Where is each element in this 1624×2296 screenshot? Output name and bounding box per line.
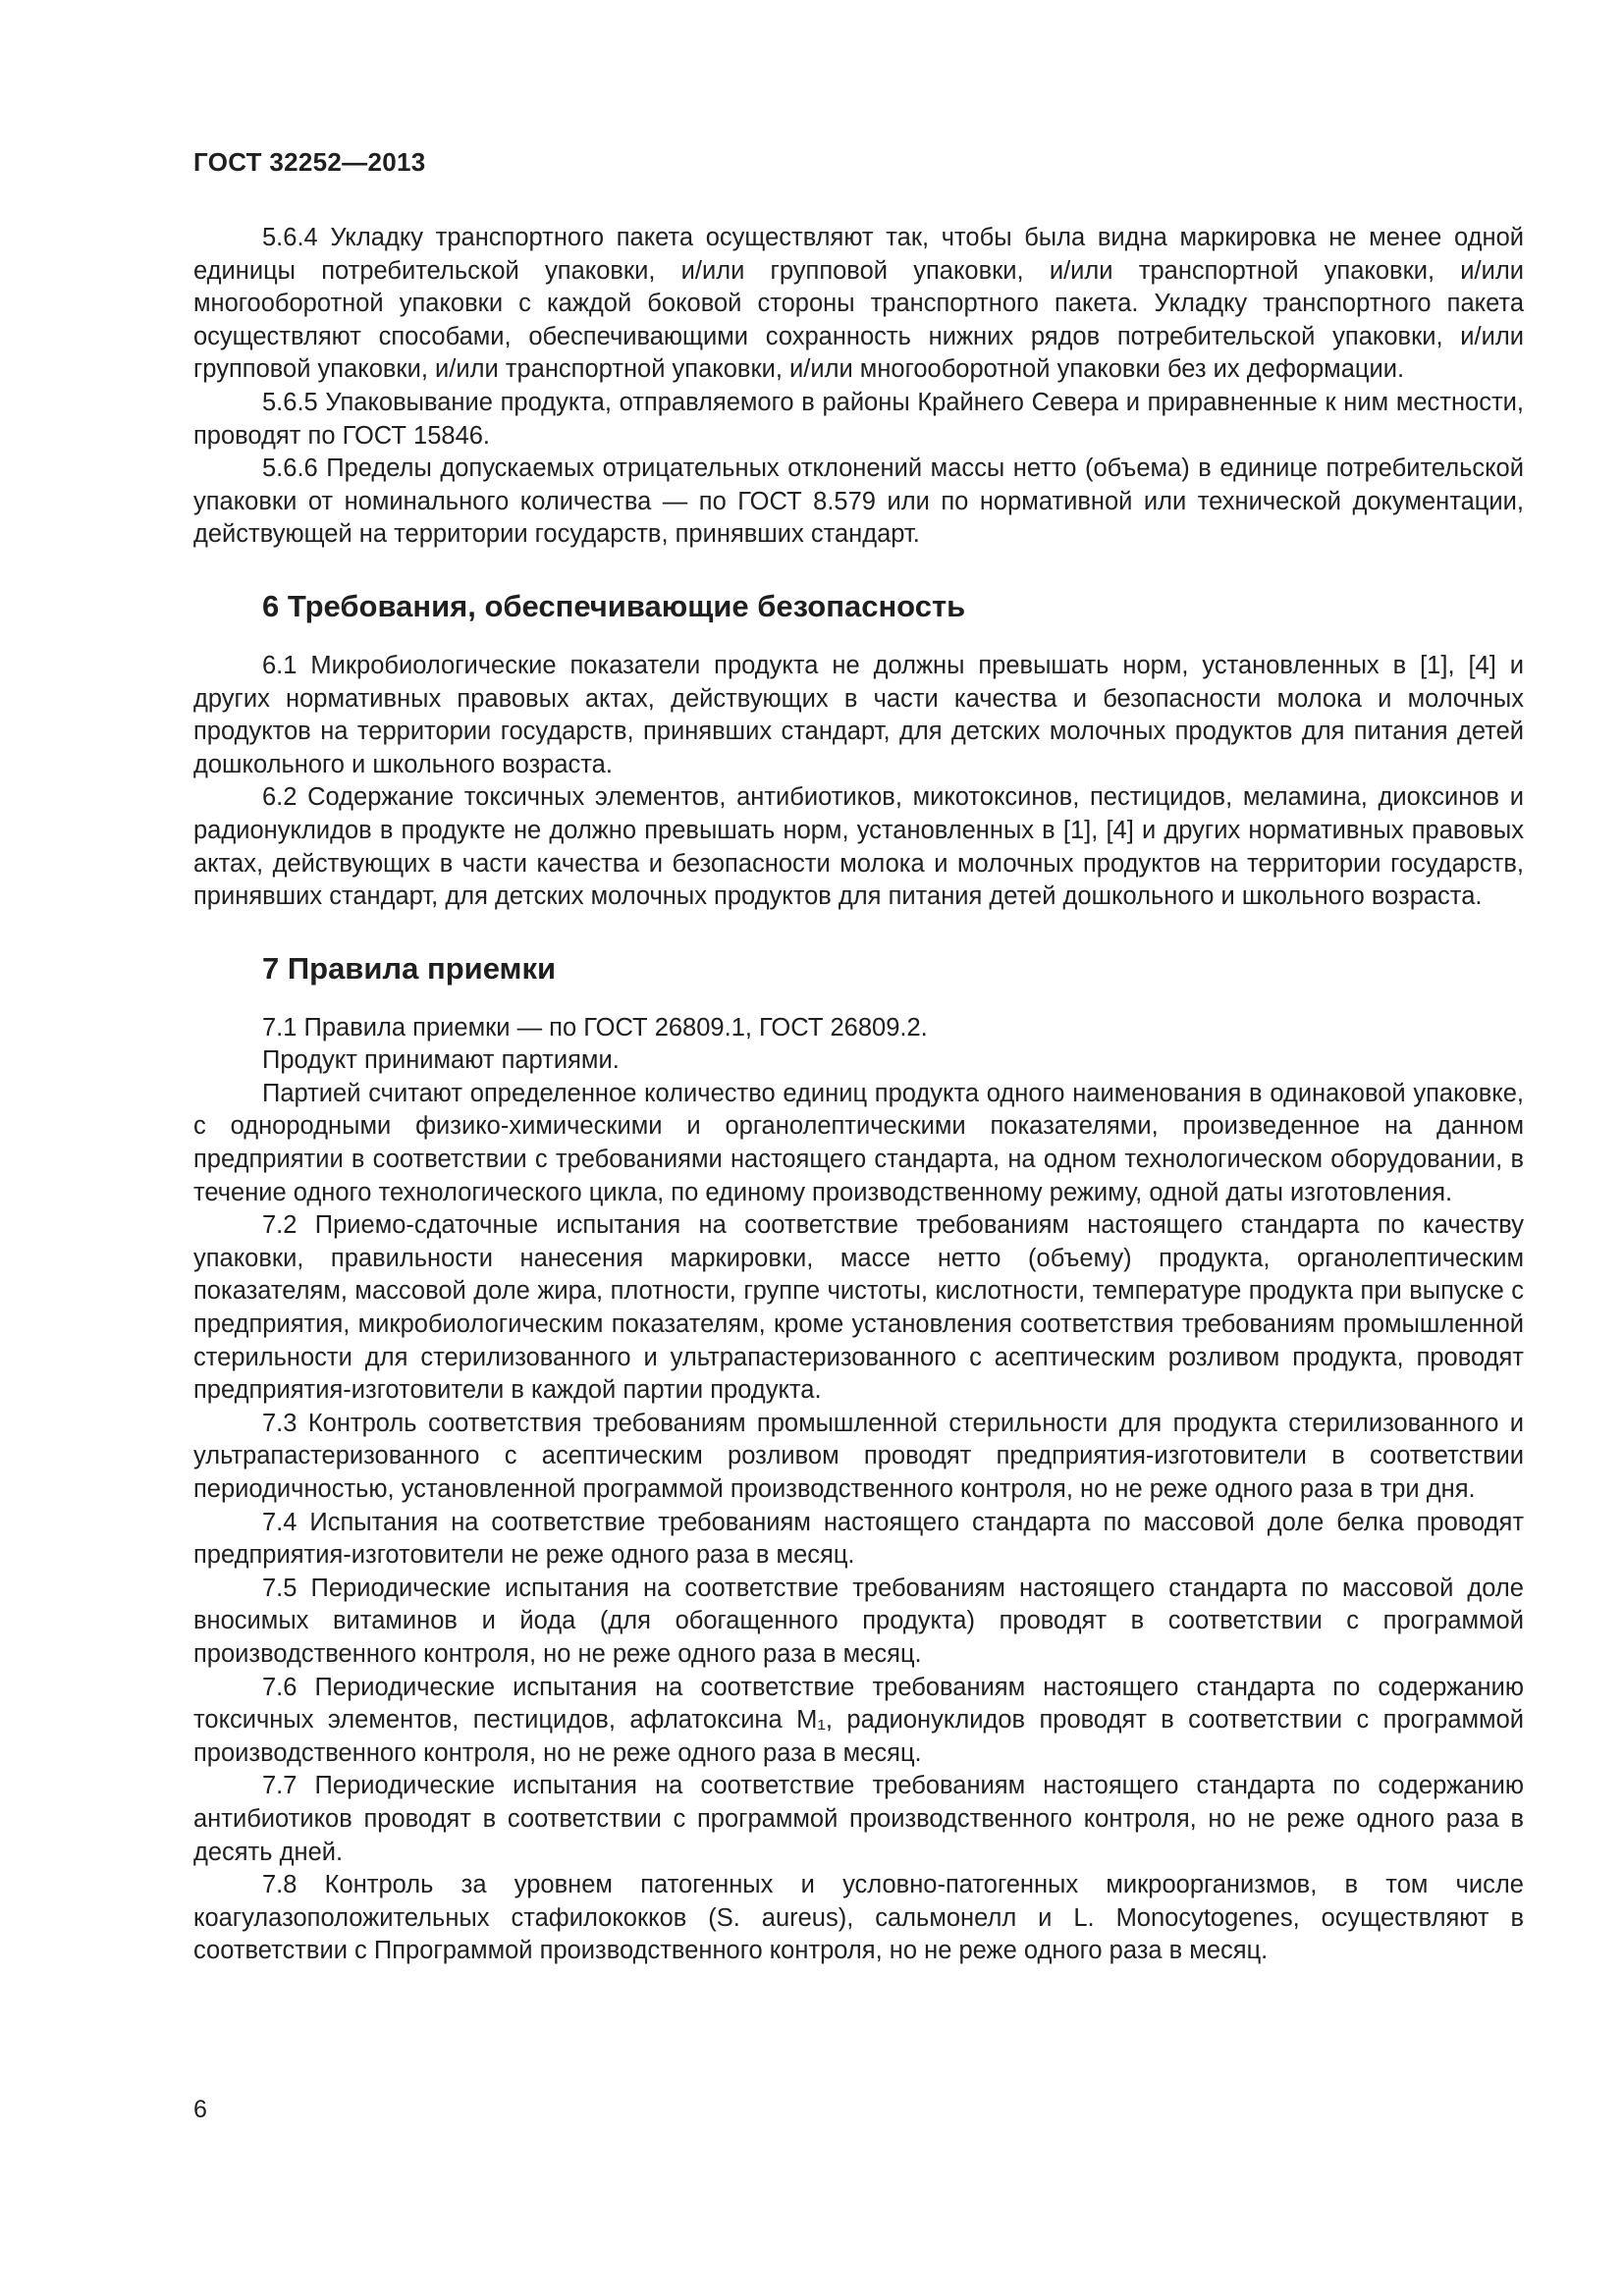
paragraph: Продукт принимают партиями.	[262, 1046, 620, 1075]
paragraph: 7.1 Правила приемки — по ГОСТ 26809.1, ГОСТ 26809.2.	[262, 1013, 928, 1041]
page-number: 6	[193, 2096, 207, 2123]
paragraph: 6.2 Содержание токсичных элементов, антибиотиков, микотоксинов, пестицидов, меламина, диоксинов и радионуклидов в продукте не должно превышать норм, установленных в [1], [4] и других нормативных правовых актах, действующих в части качества и безопасности молока и молочных продуктов на территории государств, принявших стандарт, для детских молочных продуктов для питания детей дошкольного и школьного возраста.	[193, 783, 1524, 911]
paragraph: 7.8 Контроль за уровнем патогенных и условно-патогенных микроорганизмов, в том числе коагулазоположительных стафилококков (S. aureus), сальмонелл и L. Monocytogenes, осуществляют в соответствии с Ппрограммой производственного контроля, но не реже одного раза в месяц.	[193, 1871, 1524, 1965]
paragraph: 7.7 Периодические испытания на соответствие требованиям настоящего стандарта по содержанию антибиотиков проводят в соответствии с программой производственного контроля, но не реже одного раза в десять дней.	[193, 1772, 1524, 1866]
section-heading: 7 Правила приемки	[262, 950, 557, 986]
paragraph: 5.6.5 Упаковывание продукта, отправляемого в районы Крайнего Севера и приравненные к ним местности, проводят по ГОСТ 15846.	[193, 388, 1524, 450]
section-heading: 6 Требования, обеспечивающие безопасность	[262, 588, 966, 623]
paragraph: Партией считают определенное количество единиц продукта одного наименования в одинаковой упаковке, с однородными физико-химическими и органолептическими показателями, произведенное на данном предприятии в соответствии с требованиями настоящего стандарта, на одном технологическом оборудовании, в течение одного технологического цикла, по единому производственному режиму, одной даты изготовления.	[193, 1079, 1524, 1206]
paragraph: 7.3 Контроль соответствия требованиям промышленной стерильности для продукта стерилизованного и ультрапастеризованного с асептическим розливом проводят предприятия-изготовители в соответствии периодичностью, установленной программой производственного контроля, но не реже одного раза в три дня.	[193, 1409, 1524, 1503]
document-body	[193, 222, 1524, 1968]
paragraph: 5.6.4 Укладку транспортного пакета осуществляют так, чтобы была видна маркировка не менее одной единицы потребительской упаковки, и/или групповой упаковки, и/или транспортной упаковки, и/или многооборотной упаковки с каждой боковой стороны транспортного пакета. Укладку транспортного пакета осуществляют способами, обеспечивающими сохранность нижних рядов потребительской упаковки, и/или групповой упаковки, и/или транспортной упаковки, и/или многооборотной упаковки без их деформации.	[193, 224, 1524, 384]
paragraph: 5.6.6 Пределы допускаемых отрицательных отклонений массы нетто (объема) в единице потребительской упаковки от номинального количества — по ГОСТ 8.579 или по нормативной или технической документации, действующей на территории государств, принявших стандарт.	[193, 454, 1524, 549]
paragraph: 7.2 Приемо-сдаточные испытания на соответствие требованиям настоящего стандарта по качеству упаковки, правильности нанесения маркировки, массе нетто (объему) продукта, органолептическим показателям, массовой доле жира, плотности, группе чистоты, кислотности, температуре продукта при выпуске с предприятия, микробиологическим показателям, кроме установления соответствия требованиям промышленной стерильности для стерилизованного и ультрапастеризованного с асептическим розливом продукта, проводят предприятия-изготовители в каждой партии продукта.	[193, 1211, 1524, 1405]
document-code-header: ГОСТ 32252—2013	[193, 147, 426, 177]
paragraph: 7.4 Испытания на соответствие требованиям настоящего стандарта по массовой доле белка проводят предприятия-изготовители не реже одного раза в месяц.	[193, 1508, 1524, 1570]
paragraph: 7.6 Периодические испытания на соответствие требованиям настоящего стандарта по содержанию токсичных элементов, пестицидов, афлатоксина M₁, радионуклидов проводят в соответствии с программой производственного контроля, но не реже одного раза в месяц.	[193, 1673, 1524, 1767]
paragraph: 7.5 Периодические испытания на соответствие требованиям настоящего стандарта по массовой доле вносимых витаминов и йода (для обогащенного продукта) проводят в соответствии с программой производственного контроля, но не реже одного раза в месяц.	[193, 1574, 1524, 1668]
paragraph: 6.1 Микробиологические показатели продукта не должны превышать норм, установленных в [1], [4] и других нормативных правовых актах, действующих в части качества и безопасности молока и молочных продуктов на территории государств, принявших стандарт, для детских молочных продуктов для питания детей дошкольного и школьного возраста.	[193, 651, 1524, 778]
